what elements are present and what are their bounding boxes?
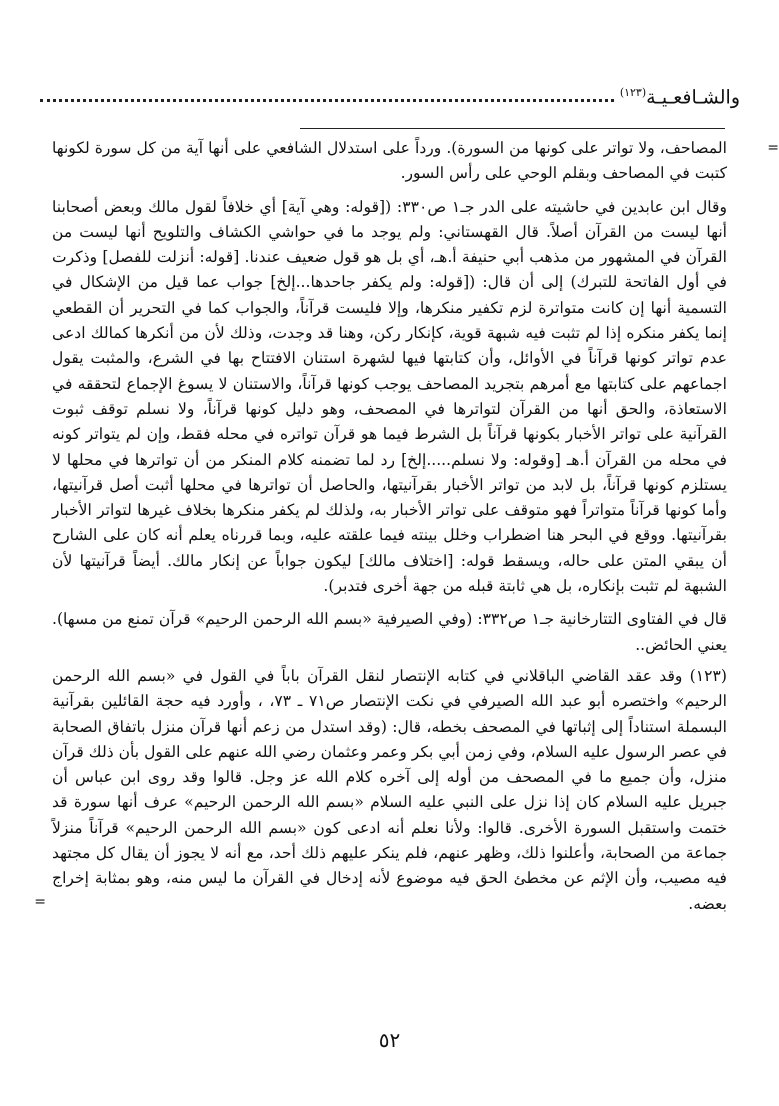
footnote-number: (١٢٣) [689,666,727,685]
running-header [40,68,740,108]
page-number: ٥٢ [378,1028,401,1052]
paragraph-ibn-abidin [52,195,727,600]
paragraph-text: المصاحف، ولا تواتر على كونها من السورة). ورداً على استدلال الشافعي على أنها آية من كل سورة لكونها كتبت في المصاحف وبقلم الوحي على رأس السور. [52,139,727,183]
footnote-text: وقد عقد القاضي الباقلاني في كتابه الإنتصار لنقل القرآن باباً في القول في «بسم الله الرحمن الرحيم» واختصره أبو عبد الله الصيرفي في نكت الإنتصار ص٧١ ـ ٧٣، ، وأورد فيه حجة القائلين بقرآنية البسملة استناداً إلى إثباتها في المصحف بخطه، قال: (وقد استدل من زعم أنها قرآن منزل باتفاق الصحابة في عصر الرسول عليه السلام، وفي زمن أبي بكر وعمر وعثمان رضي الله عنهم على القول بأن ذلك قرآن منزل، وأن جميع ما في المصحف من أوله إلى آخره كلام الله عز وجل. قالوا وقد روى ابن عباس أن جبريل عليه السلام كان إذا نزل على النبي عليه السلام «بسم الله الرحمن الرحيم» عرف أنها سورة قد ختمت واستقبل السورة الأخرى. قالوا: ولأنا نعلم أنه ادعى كون «بسم الله الرحمن الرحيم» قرآناً منزلاً جماعة من الصحابة، وأعلنوا ذلك، وظهر عنهم، فلم ينكر عليهم ذلك أحد، مع أنه لا يجوز أن يقال كل مجتهد فيه مصيب، وأن الإثم عن مخطئ الحق فيه موضوع لأنه إدخال في القرآن ما ليس منه، وهو بمثابة إخراج بعضه. [52,666,727,913]
header-dotted-leader [40,98,614,102]
header-note-ref: (١٢٣) [619,85,647,99]
paragraph-tatarkhaniyya [52,607,727,658]
paragraph-continuation [52,136,779,187]
footnote-123 [34,664,727,917]
header-divider [300,128,725,129]
header-title [620,86,740,108]
continued-mark: = [34,893,46,910]
header-title-text: والشـافعـيـة [646,86,740,108]
continuation-mark: = [767,140,779,156]
paragraph-text: وقال ابن عابدين في حاشيته على الدر جـ١ ص٣٣٠: ([قوله: وهي آية] أي خلافاً لقول مالك وبعض أصحابنا أنها ليست من القرآن أصلاً. قال القهستاني: ولم يوجد ما في حواشي الكشاف والتلويح أنها ليست من القرآن في المشهور من مذهب أبي حنيفة أ.هـ، أي بل هو قول ضعيف عندنا. [قوله: أنزلت للفصل] وذكرت في أول الفاتحة للتبرك) إلى أن قال: ([قوله: ولم يكفر جاحدها...إلخ] جواب عما قيل من الإشكال في التسمية أنها إن كانت متواترة لزم تكفير منكرها، وإلا فليست قرآناً، والجواب كما في التحرير أن القطعي إنما يكفر منكره إذا لم تثبت فيه شبهة قوية، كإنكار ركن، وهنا قد وجدت، وذلك لأن من أنكرها كمالك ادعى عدم تواتر كونها قرآناً في الأوائل، وأن كتابتها فيها لشهرة استنان الافتتاح بها في الشرع، والمثبت يقول اجماعهم على كتابتها مع أمرهم بتجريد المصاحف يوجب كونها قرآناً، والاستنان لا يسوغ الإجماع لتحققه في الاستعاذة، والحق أنها من القرآن لتواترها في المصحف، وهو دليل كونها قرآناً، ولا نسلم توقف ثبوت القرآنية على تواتر الأخبار بكونها قرآناً بل الشرط فيما هو قرآن تواتره في محله فقط، وإن لم يتواتر كونه في محله من القرآن أ.هـ [وقوله: ولا نسلم.....إلخ] رد لما تضمنه كلام المنكر من أن تواترها في محلها لا يستلزم كونها قرآناً، بل لابد من تواتر الأخبار بقرآنيتها، والحاصل أن تواترها في محلها أثبت أصل قرآنيتها، وأما كونها قرآناً متواتراً فهو متوقف على تواتر الأخبار به، ولذلك لم يكفر منكرها بخلاف غيرها لتواتر الأخبار بقرآنيتها. ووقع في البحر هنا اضطراب وخلل بينته فيما علقته عليه، وبما قررناه يعلم أنه كان على الشارح أن يبقي المتن على حاله، ويسقط قوله: [اختلاف مالك] ليكون جواباً عن إنكار مالك. أيضاً قرآنيتها لأن الشبهة لم تثبت بإنكاره، بل هي ثابتة قبله من جهة أخرى فتدبر). [52,197,728,596]
page-body [34,136,779,925]
paragraph-text: قال في الفتاوى التتارخانية جـ١ ص٣٣٢: (وفي الصيرفية «بسم الله الرحمن الرحيم» قرآن تمنع من مسها). يعني الحائض.. [52,610,727,654]
